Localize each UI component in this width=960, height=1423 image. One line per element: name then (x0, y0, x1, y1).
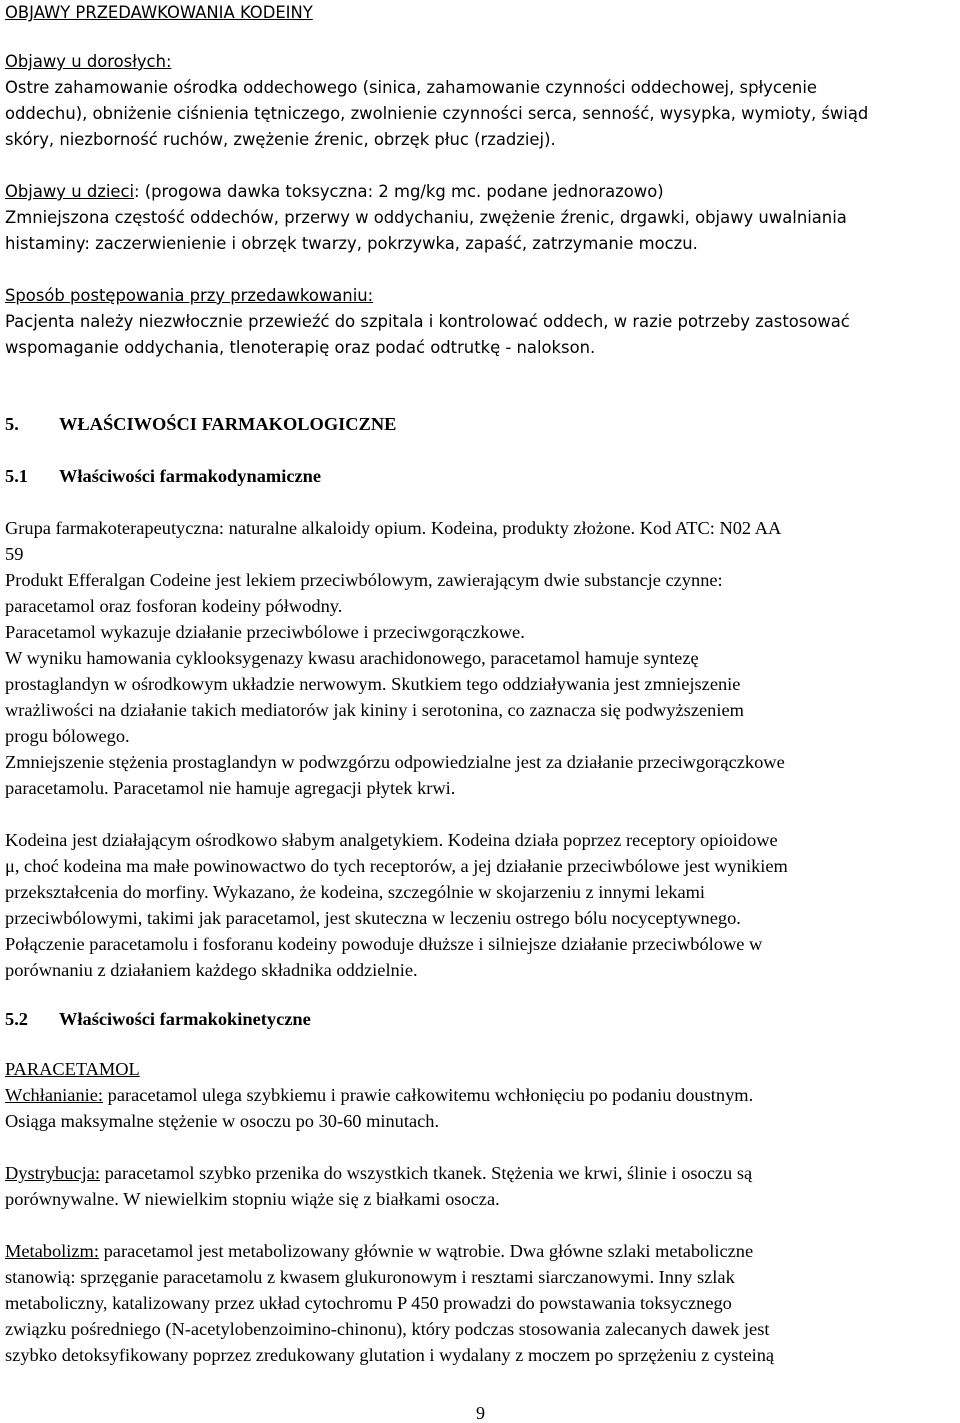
pharmacodynamics-line: Paracetamol wykazuje działanie przeciwbólowe i przeciwgorączkowe. (5, 622, 525, 642)
section-5-number: 5. (5, 414, 19, 434)
section-5-2-heading (5, 1008, 311, 1030)
pharmacodynamics-line: Produkt Efferalgan Codeine jest lekiem przeciwbólowym, zawierającym dwie substancje czynne: (5, 570, 723, 590)
paracetamol-heading: PARACETAMOL (5, 1059, 140, 1079)
management-line: Pacjenta należy niezwłocznie przewieźć do szpitala i kontrolować oddech, w razie potrzeby zastosować (5, 312, 850, 331)
children-header-rest: : (progowa dawka toksyczna: 2 mg/kg mc. podane jednorazowo) (134, 182, 664, 201)
pharmacodynamics-line: prostaglandyn w ośrodkowym układzie nerwowym. Skutkiem tego oddziaływania jest zmniejszenie (5, 674, 741, 694)
metabolism-line: szybko detoksyfikowany poprzez zredukowany glutation i wydalany z moczem po sprzężeniu z cysteiną (5, 1345, 775, 1365)
codeine-line: porównaniu z działaniem każdego składnika oddzielnie. (5, 960, 418, 980)
adults-line: oddechu), obniżenie ciśnienia tętniczego, zwolnienie czynności serca, senność, wysypka, wymioty, świąd (5, 104, 869, 123)
section-5-2-title: Właściwości farmakokinetyczne (59, 1009, 311, 1029)
section-5-2-number: 5.2 (5, 1009, 28, 1029)
metabolism-line: związku pośredniego (N-acetylobenzoimino-chinonu), który podczas stosowania zalecanych dawek jest (5, 1319, 770, 1339)
adults-line: skóry, niezborność ruchów, zwężenie źrenic, obrzęk płuc (rzadziej). (5, 130, 556, 149)
section-5-1-number: 5.1 (5, 466, 28, 486)
page-number: 9 (476, 1403, 485, 1423)
metabolism-line (5, 1240, 753, 1262)
absorption-line (5, 1084, 753, 1106)
pharmacodynamics-line: progu bólowego. (5, 726, 130, 746)
codeine-line: przeciwbólowymi, takimi jak paracetamol, jest skuteczna w leczeniu ostrego bólu nocyceptywnego. (5, 908, 741, 928)
metabolism-label: Metabolizm: (5, 1241, 99, 1261)
section-5-heading (5, 413, 396, 435)
pharmacodynamics-line: paracetamol oraz fosforan kodeiny półwodny. (5, 596, 343, 616)
children-line: Zmniejszona częstość oddechów, przerwy w oddychaniu, zwężenie źrenic, drgawki, objawy uwalniania (5, 208, 847, 227)
codeine-line: μ, choć kodeina ma małe powinowactwo do tych receptorów, a jej działanie przeciwbólowe jest wynikiem (5, 856, 788, 876)
section-5-title: WŁAŚCIWOŚCI FARMAKOLOGICZNE (59, 414, 397, 434)
metabolism-line: stanowią: sprzęganie paracetamolu z kwasem glukuronowym i resztami siarczanowymi. Inny szlak (5, 1267, 735, 1287)
absorption-label: Wchłanianie: (5, 1085, 104, 1105)
pharmacodynamics-line: wrażliwości na działanie takich mediatorów jak kininy i serotonina, co zaznacza się podwyższeniem (5, 700, 744, 720)
metabolism-line: metaboliczny, katalizowany przez układ cytochromu P 450 prowadzi do powstawania toksycznego (5, 1293, 732, 1313)
section-5-1-title: Właściwości farmakodynamiczne (59, 466, 322, 486)
management-label: Sposób postępowania przy przedawkowaniu: (5, 286, 374, 305)
distribution-line: porównywalne. W niewielkim stopniu wiąże się z białkami osocza. (5, 1189, 500, 1209)
overdose-heading: OBJAWY PRZEDAWKOWANIA KODEINY (5, 3, 313, 22)
pharmacodynamics-line: Zmniejszenie stężenia prostaglandyn w podwzgórzu odpowiedzialne jest za działanie przeciwgorączkowe (5, 752, 785, 772)
absorption-text: paracetamol ulega szybkiemu i prawie całkowitemu wchłonięciu po podaniu doustnym. (103, 1085, 754, 1105)
adults-line: Ostre zahamowanie ośrodka oddechowego (sinica, zahamowanie czynności oddechowej, spłycenie (5, 78, 817, 97)
metabolism-text: paracetamol jest metabolizowany głównie w wątrobie. Dwa główne szlaki metaboliczne (98, 1241, 754, 1261)
codeine-line: Połączenie paracetamolu i fosforanu kodeiny powoduje dłuższe i silniejsze działanie przeciwbólowe w (5, 934, 763, 954)
codeine-line: przekształcenia do morfiny. Wykazano, że kodeina, szczególnie w skojarzeniu z innymi lekami (5, 882, 706, 902)
children-line: histaminy: zaczerwienienie i obrzęk twarzy, pokrzywka, zapaść, zatrzymanie moczu. (5, 234, 698, 253)
section-5-1-heading (5, 465, 321, 487)
children-label: Objawy u dzieci (5, 182, 135, 201)
children-header (5, 181, 664, 203)
management-line: wspomaganie oddychania, tlenoterapię oraz podać odtrutkę - nalokson. (5, 338, 596, 357)
distribution-text: paracetamol szybko przenika do wszystkich tkanek. Stężenia we krwi, ślinie i osoczu są (100, 1163, 753, 1183)
distribution-line (5, 1162, 752, 1184)
codeine-line: Kodeina jest działającym ośrodkowo słabym analgetykiem. Kodeina działa poprzez receptory opioidowe (5, 830, 778, 850)
pharmacodynamics-line: paracetamolu. Paracetamol nie hamuje agregacji płytek krwi. (5, 778, 456, 798)
absorption-line: Osiąga maksymalne stężenie w osoczu po 30-60 minutach. (5, 1111, 440, 1131)
distribution-label: Dystrybucja: (5, 1163, 100, 1183)
pharmacodynamics-line: W wyniku hamowania cyklooksygenazy kwasu arachidonowego, paracetamol hamuje syntezę (5, 648, 699, 668)
pharmacodynamics-line: Grupa farmakoterapeutyczna: naturalne alkaloidy opium. Kodeina, produkty złożone. Kod ATC: N02 AA (5, 518, 782, 538)
adults-label: Objawy u dorosłych: (5, 52, 172, 71)
pharmacodynamics-line: 59 (5, 544, 24, 564)
